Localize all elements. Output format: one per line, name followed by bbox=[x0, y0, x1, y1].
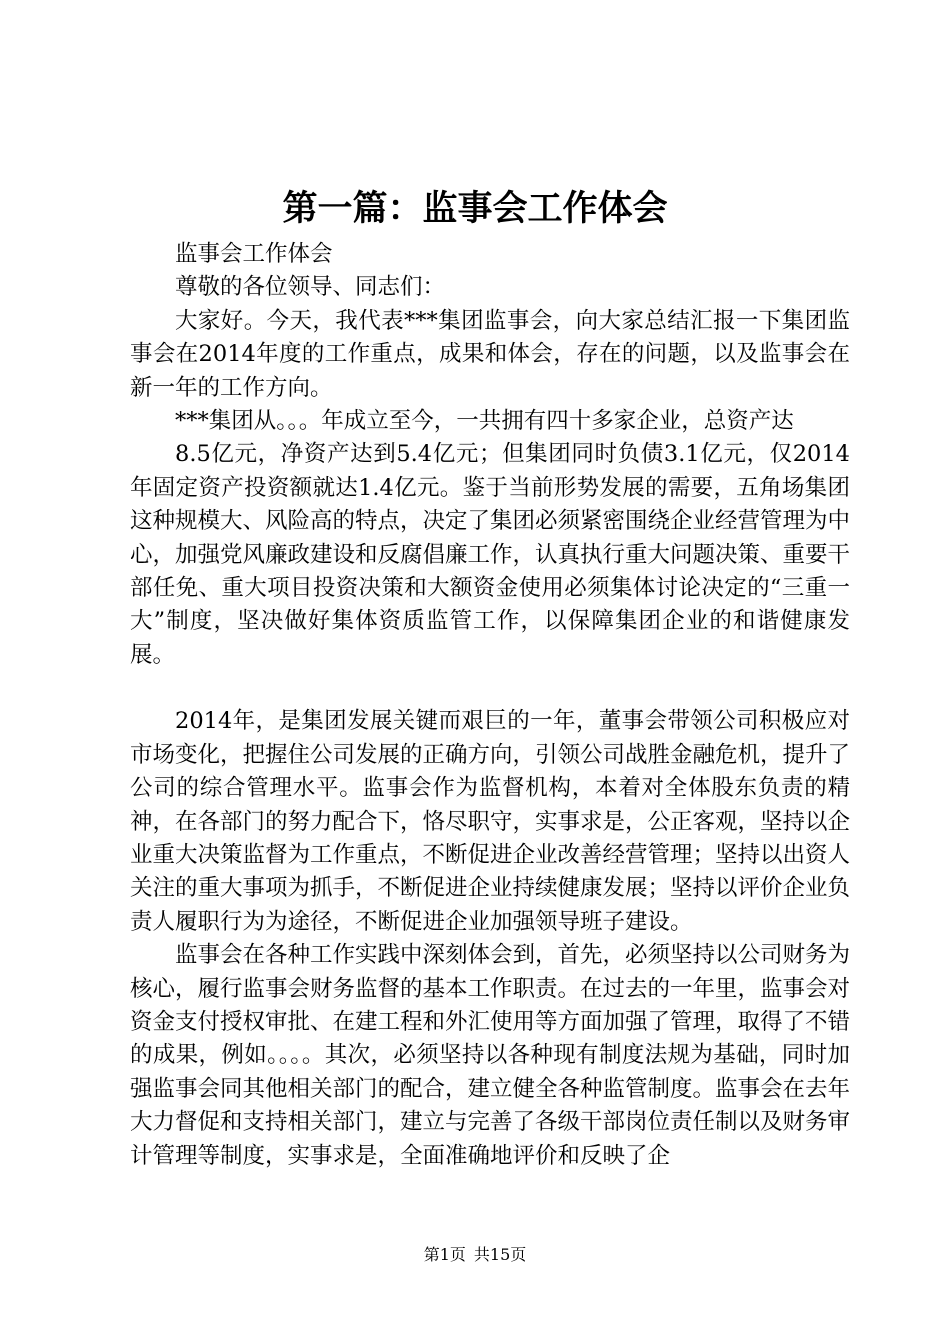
document-title: 第一篇：监事会工作体会 bbox=[282, 188, 668, 229]
document-body bbox=[130, 238, 850, 1173]
paragraph-subtitle: 监事会工作体会 bbox=[175, 241, 333, 267]
paragraph-2014-review: 2014年，是集团发展关键而艰巨的一年，董事会带领公司积极应对市场变化，把握住公司发展的正确方向，引领公司战胜金融危机，提升了公司的综合管理水平。监事会作为监督机构，本着对全体股东负责的精神，在各部门的努力配合下，恪尽职守，实事求是，公正客观，坚持以企业重大决策监督为工作重点，不断促进企业改善经营管理；坚持以出资人关注的重大事项为抓手，不断促进企业持续健康发展；坚持以评价企业负责人履职行为为途径，不断促进企业加强领导班子建设。 bbox=[130, 708, 851, 935]
paragraph-assets: 8.5亿元，净资产达到5.4亿元；但集团同时负债3.1亿元，仅2014年固定资产投资额就达1.4亿元。鉴于当前形势发展的需要，五角场集团这种规模大、风险高的特点，决定了集团必须紧密围绕企业经营管理为中心，加强党风廉政建设和反腐倡廉工作，认真执行重大问题决策、重要干部任免、重大项目投资决策和大额资金使用必须集体讨论决定的“三重一大”制度，坚决做好集体资质监管工作，以保障集团企业的和谐健康发展。 bbox=[130, 441, 851, 668]
paragraph-greeting: 大家好。今天，我代表***集团监事会，向大家总结汇报一下集团监事会在2014年度的工作重点，成果和体会，存在的问题，以及监事会在新一年的工作方向。 bbox=[130, 307, 850, 401]
page-number: 第1页 bbox=[423, 1245, 466, 1264]
paragraph-group-intro: ***集团从。。。年成立至今，一共拥有四十多家企业，总资产达 bbox=[175, 408, 794, 435]
paragraph-experience: 监事会在各种工作实践中深刻体会到，首先，必须坚持以公司财务为核心，履行监事会财务监督的基本工作职责。在过去的一年里，监事会对资金支付授权审批、在建工程和外汇使用等方面加强了管理，取得了不错的成果，例如。。。。其次，必须坚持以各种现有制度法规为基础，同时加强监事会同其他相关部门的配合，建立健全各种监管制度。监事会在去年大力督促和支持相关部门，建立与完善了各级干部岗位责任制以及财务审计管理等制度，实事求是，全面准确地评价和反映了企 bbox=[130, 942, 851, 1169]
paragraph-salutation: 尊敬的各位领导、同志们： bbox=[175, 274, 446, 301]
page-footer bbox=[0, 1244, 950, 1266]
page-total: 共15页 bbox=[473, 1245, 527, 1264]
